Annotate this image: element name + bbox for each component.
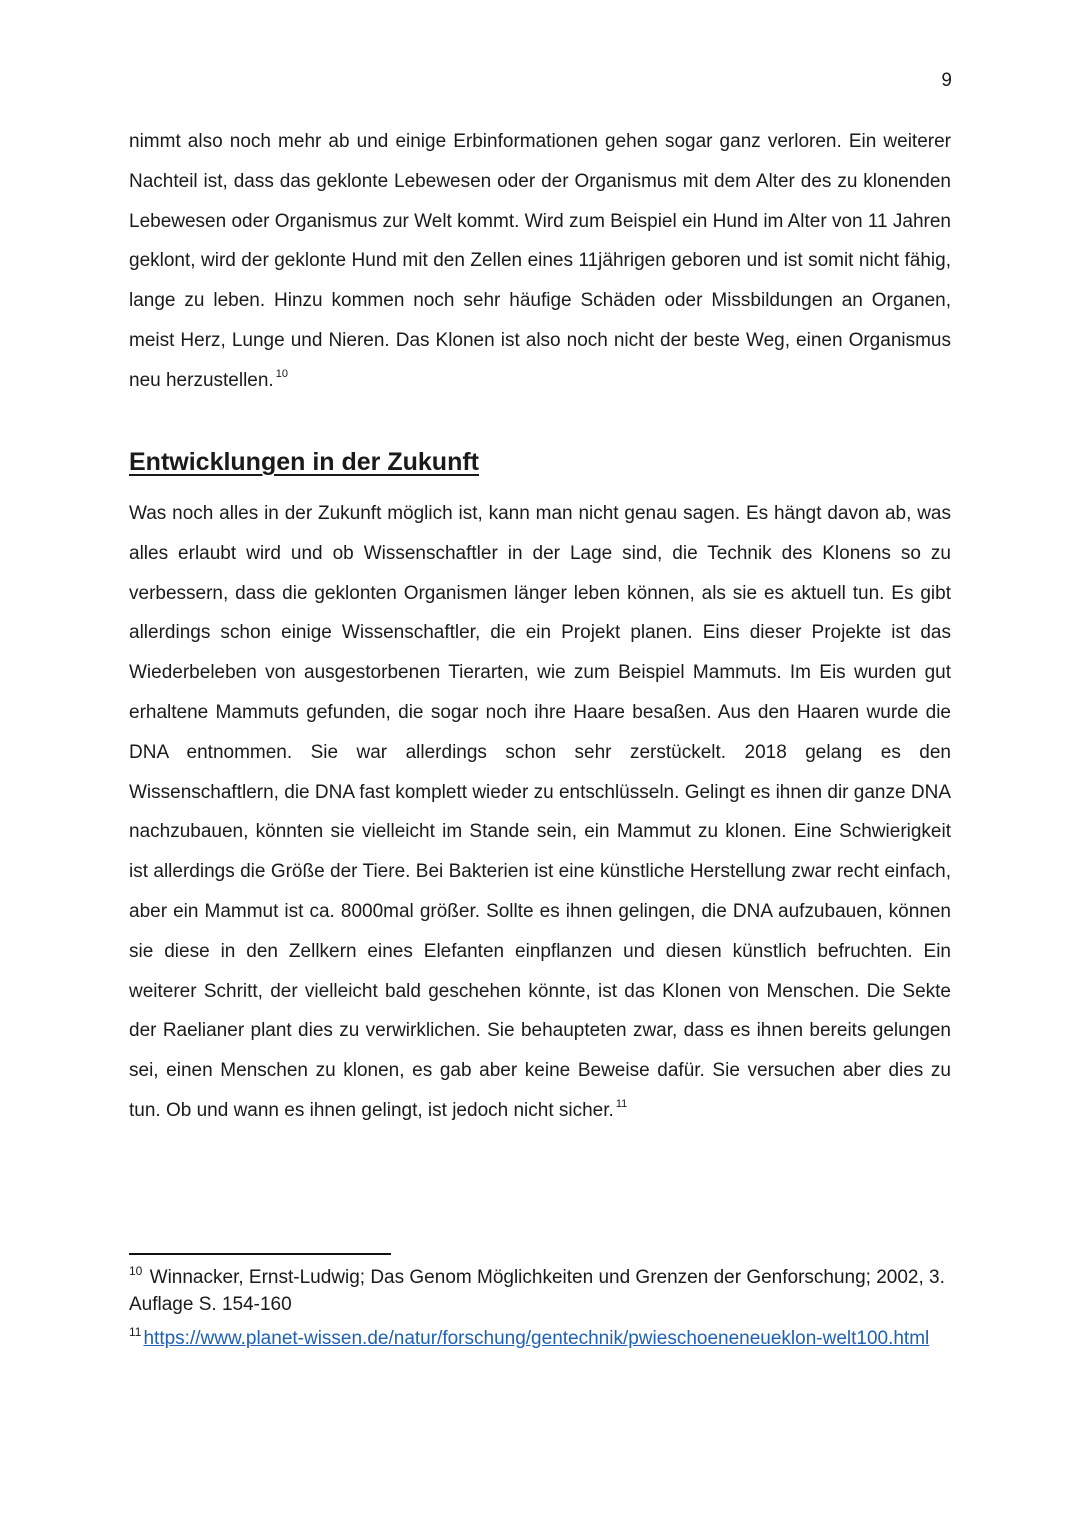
footnote-separator bbox=[129, 1253, 391, 1255]
body-paragraph-2 bbox=[129, 494, 951, 1131]
footnote-number: 11 bbox=[129, 1325, 142, 1339]
paragraph-text: nimmt also noch mehr ab und einige Erbinformationen gehen sogar ganz verloren. Ein weiterer Nachteil ist, dass das geklonte Lebewesen oder der Organismus mit dem Alter des zu klonenden Lebewesen oder Organismus zur Welt kommt. Wird zum Beispiel ein Hund im Alter von 11 Jahren geklont, wird der geklonte Hund mit den Zellen eines 11jährigen geboren und ist somit nicht fähig, lange zu leben. Hinzu kommen noch sehr häufige Schäden oder Missbildungen an Organen, meist Herz, Lunge und Nieren. Das Klonen ist also noch nicht der beste Weg, einen Organismus neu herzustellen. bbox=[129, 131, 951, 391]
page-number: 9 bbox=[941, 70, 952, 91]
footnote-11 bbox=[129, 1320, 951, 1358]
footnote-link[interactable]: https://www.planet-wissen.de/natur/forschung/gentechnik/pwieschoeneneueklon-welt100.html bbox=[143, 1328, 930, 1349]
footnote-ref-10[interactable]: 10 bbox=[275, 367, 288, 380]
section-heading: Entwicklungen in der Zukunft bbox=[129, 448, 479, 476]
footnote-10 bbox=[129, 1264, 951, 1318]
footnote-number: 10 bbox=[129, 1264, 143, 1278]
footnote-text: Winnacker, Ernst-Ludwig; Das Genom Möglichkeiten und Grenzen der Genforschung; 2002, 3. Auflage S. 154-160 bbox=[129, 1267, 945, 1315]
body-paragraph-1 bbox=[129, 122, 951, 401]
paragraph-text: Was noch alles in der Zukunft möglich ist, kann man nicht genau sagen. Es hängt davon ab, was alles erlaubt wird und ob Wissenschaftler in der Lage sind, die Technik des Klonens so zu verbessern, dass die geklonten Organismen länger leben können, als sie es aktuell tun. Es gibt allerdings schon einige Wissenschaftler, die ein Projekt planen. Eins dieser Projekte ist das Wiederbeleben von ausgestorbenen Tierarten, wie zum Beispiel Mammuts. Im Eis wurden gut erhaltene Mammuts gefunden, die sogar noch ihre Haare besaßen. Aus den Haaren wurde die DNA entnommen. Sie war allerdings schon sehr zerstückelt. 2018 gelang es den Wissenschaftlern, die DNA fast komplett wieder zu entschlüsseln. Gelingt es ihnen dir ganze DNA nachzubauen, könnten sie vielleicht im Stande sein, ein Mammut zu klonen. Eine Schwierigkeit ist allerdings die Größe der Tiere. Bei Bakterien ist eine künstliche Herstellung zwar recht einfach, aber ein Mammut ist ca. 8000mal größer. Sollte es ihnen gelingen, die DNA aufzubauen, können sie diese in den Zellkern eines Elefanten einpflanzen und diesen künstlich befruchten. Ein weiterer Schritt, der vielleicht bald geschehen könnte, ist das Klonen von Menschen. Die Sekte der Raelianer plant dies zu verwirklichen. Sie behaupteten zwar, dass es ihnen bereits gelungen sei, einen Menschen zu klonen, es gab aber keine Beweise dafür. Sie versuchen aber dies zu tun. Ob und wann es ihnen gelingt, ist jedoch nicht sicher. bbox=[129, 503, 951, 1121]
footnote-ref-11[interactable]: 11 bbox=[615, 1097, 628, 1110]
